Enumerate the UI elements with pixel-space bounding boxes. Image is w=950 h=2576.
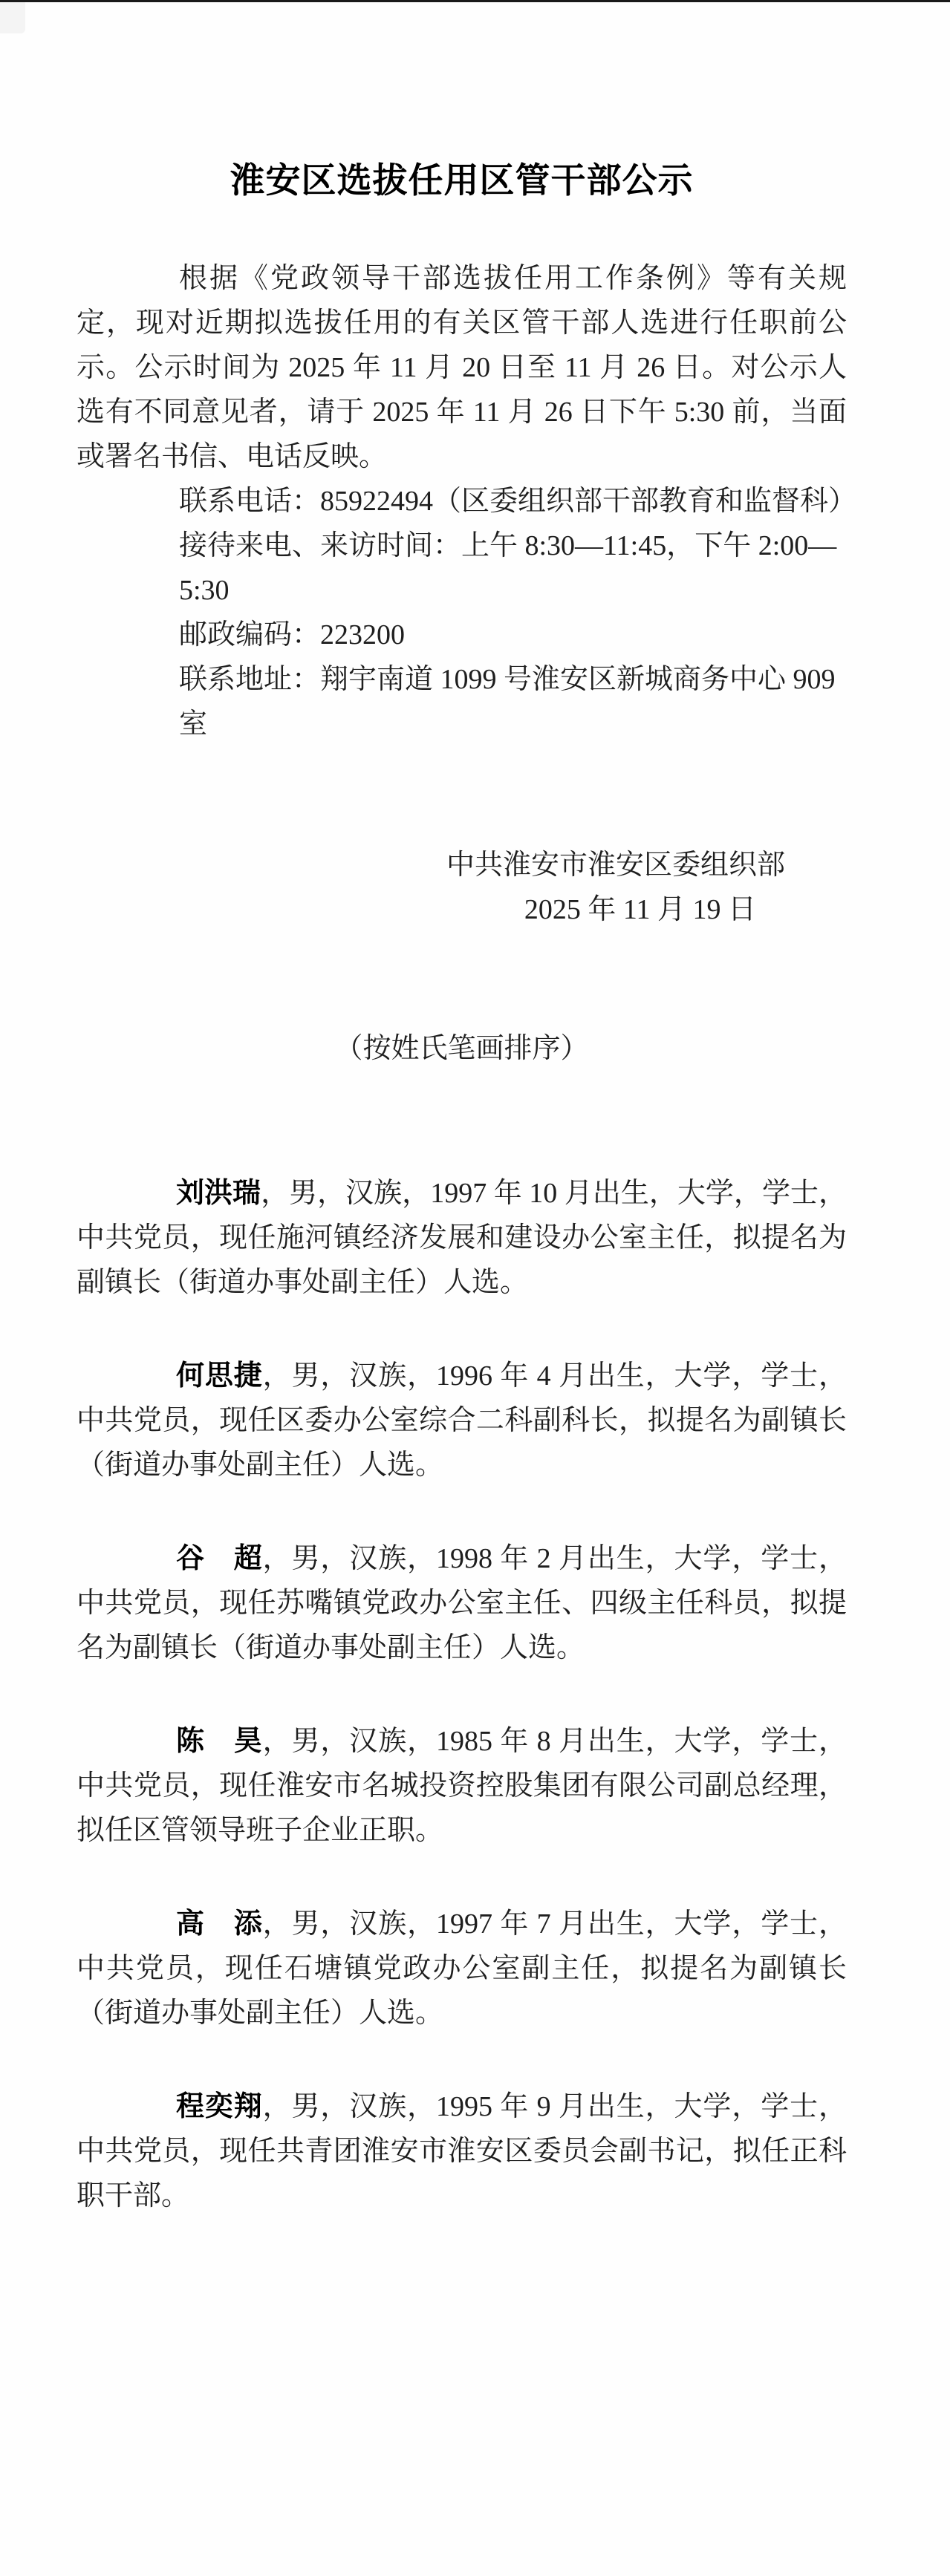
sort-order-note: （按姓氏笔画排序） (334, 1033, 589, 1064)
candidate-name: 谷 超 (176, 1543, 263, 1574)
candidate-list (77, 1171, 847, 2218)
signature-date: 2025 年 11 月 19 日 (524, 894, 756, 925)
candidate-entry (77, 1354, 847, 1487)
candidate-details: ，男，汉族，1997 年 7 月出生，大学，学士，中共党员，现任石塘镇党政办公室副主任，拟提名为副镇长（街道办事处副主任）人选。 (77, 1908, 847, 2029)
intro-paragraph: 根据《党政领导干部选拔任用工作条例》等有关规定，现对近期拟选拔任用的有关区管干部人选进行任职前公示。公示时间为 2025 年 11 月 20 日至 11 月 26 日。对公示人选有不同意见者，请于 2025 年 11 月 26 日下午 5:30 前，当面或署名书信、电话反映。 (77, 263, 847, 472)
candidate-entry (77, 1902, 847, 2035)
signature-org: 中共淮安市淮安区委组织部 (446, 850, 785, 881)
candidate-details: ，男，汉族，1985 年 8 月出生，大学，学士，中共党员，现任淮安市名城投资控股集团有限公司副总经理，拟任区管领导班子企业正职。 (77, 1726, 847, 1846)
contact-line-postcode: 邮政编码：223200 (179, 619, 406, 650)
candidate-name: 刘洪瑞 (176, 1178, 261, 1209)
candidate-name: 陈 昊 (176, 1726, 263, 1757)
candidate-name: 程奕翔 (176, 2091, 263, 2122)
candidate-details: ，男，汉族，1997 年 10 月出生，大学，学士，中共党员，现任施河镇经济发展和建设办公室主任，拟提名为副镇长（街道办事处副主任）人选。 (77, 1178, 847, 1298)
candidate-entry (77, 2084, 847, 2218)
page-title: 淮安区选拔任用区管干部公示 (230, 162, 694, 200)
candidate-entry (77, 1719, 847, 1853)
candidate-name: 高 添 (176, 1908, 263, 1940)
contact-line-phone: 联系电话：85922494（区委组织部干部教育和监督科） (179, 486, 857, 517)
document-page (0, 159, 950, 2576)
candidate-name: 何思捷 (176, 1360, 263, 1392)
contact-line-address: 联系地址：翔宇南道 1099 号淮安区新城商务中心 909 室 (179, 664, 836, 740)
corner-scan-artifact (0, 2, 25, 33)
candidate-entry (77, 1171, 847, 1305)
candidate-entry (77, 1536, 847, 1670)
candidate-details: ，男，汉族，1995 年 9 月出生，大学，学士，中共党员，现任共青团淮安市淮安区委员会副书记，拟任正科职干部。 (77, 2091, 847, 2211)
candidate-details: ，男，汉族，1996 年 4 月出生，大学，学士，中共党员，现任区委办公室综合二科副科长，拟提名为副镇长（街道办事处副主任）人选。 (77, 1360, 847, 1481)
candidate-details: ，男，汉族，1998 年 2 月出生，大学，学士，中共党员，现任苏嘴镇党政办公室主任、四级主任科员，拟提名为副镇长（街道办事处副主任）人选。 (77, 1543, 847, 1663)
contact-line-hours: 接待来电、来访时间：上午 8:30—11:45，下午 2:00—5:30 (179, 530, 837, 606)
top-bar (0, 0, 950, 2)
